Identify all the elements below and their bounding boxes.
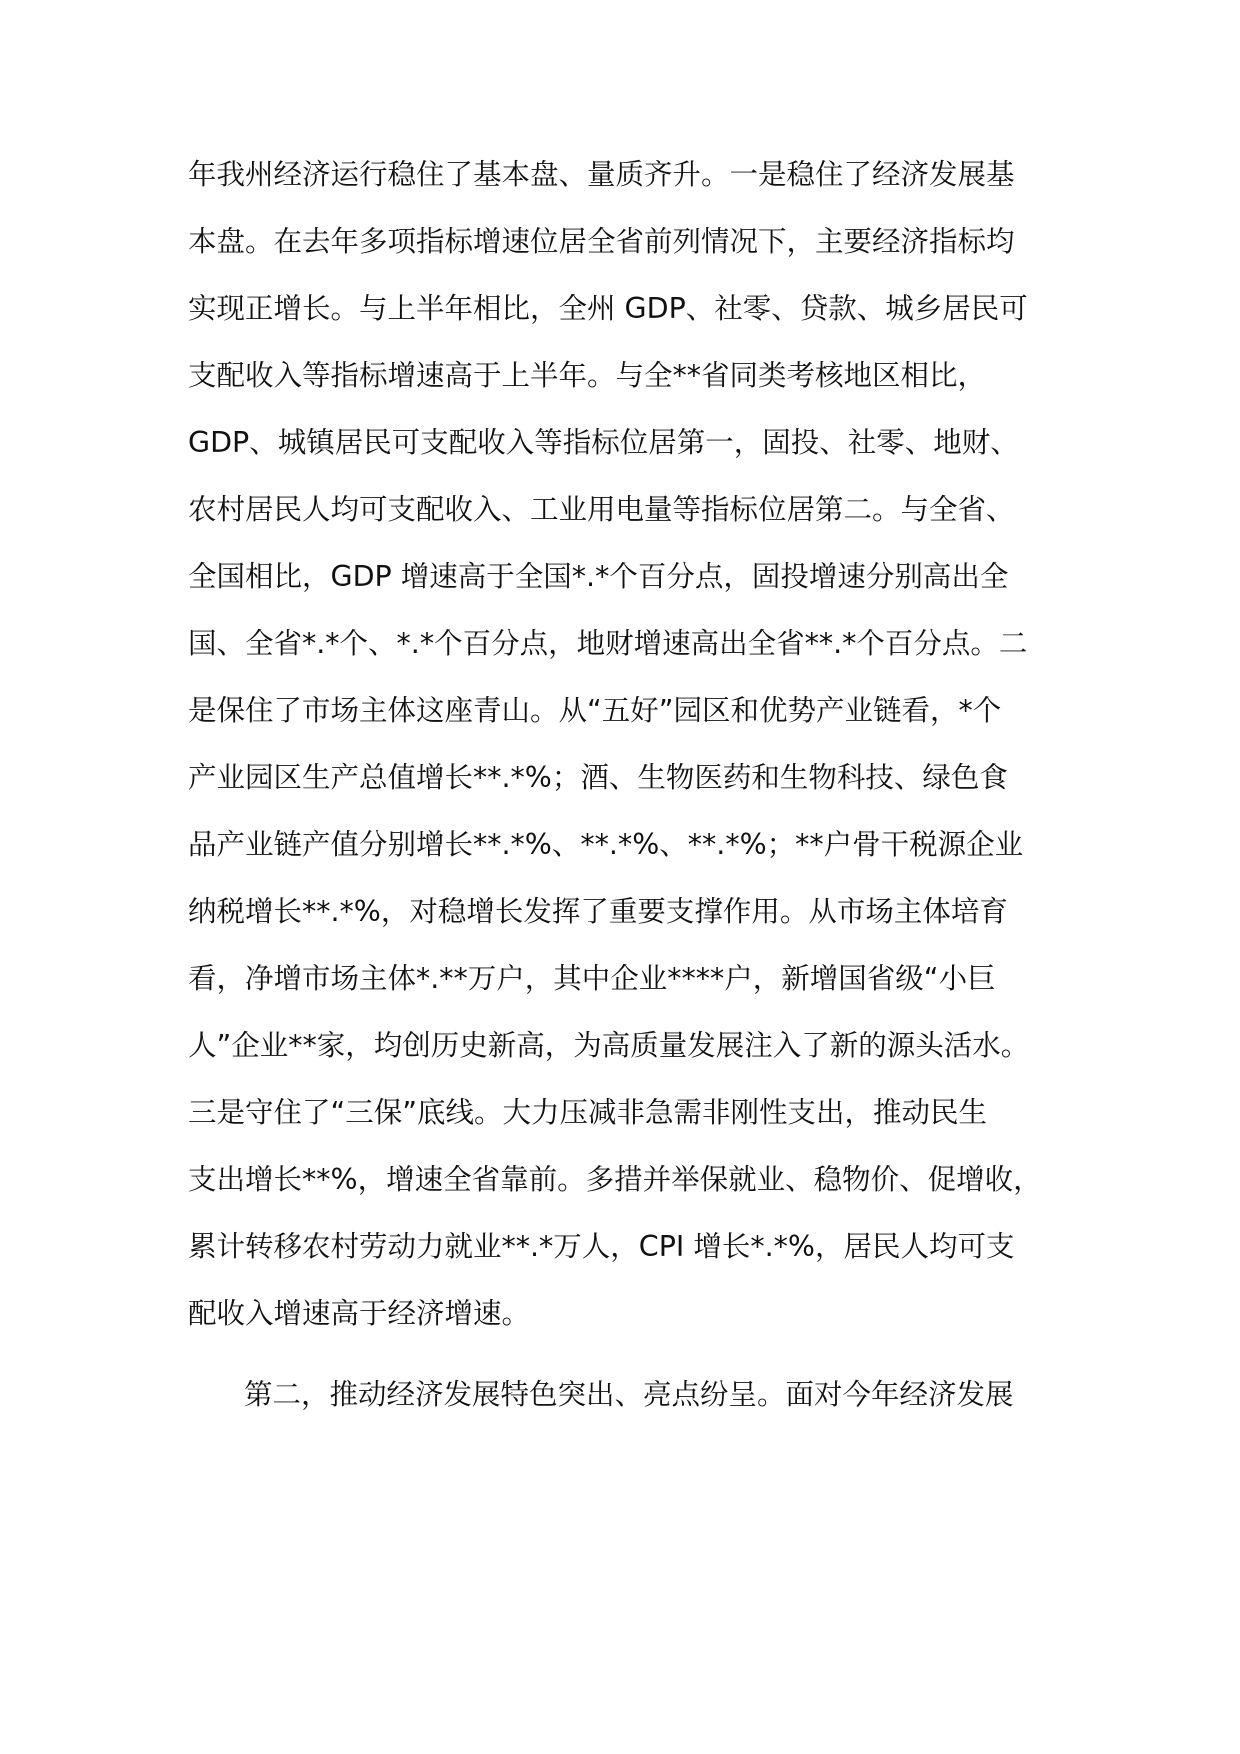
text-line: 年我州经济运行稳住了基本盘、量质齐升。一是稳住了经济发展基 xyxy=(188,158,1015,191)
text-line: 纳税增长**.*%，对稳增长发挥了重要支撑作用。从市场主体培育 xyxy=(188,895,1008,928)
text-line: 农村居民人均可支配收入、工业用电量等指标位居第二。与全省、 xyxy=(188,493,1015,526)
text-line: 配收入增速高于经济增速。 xyxy=(188,1297,531,1330)
text-line: 累计转移农村劳动力就业**.*万人，CPI 增长*.*%，居民人均可支 xyxy=(188,1230,1015,1263)
text-line: 产业园区生产总值增长**.*%；酒、生物医药和生物科技、绿色食 xyxy=(188,761,1008,794)
text-line: 全国相比，GDP 增速高于全国*.*个百分点，固投增速分别高出全 xyxy=(188,560,1009,593)
text-line: 国、全省*.*个、*.*个百分点，地财增速高出全省**.*个百分点。二 xyxy=(188,627,1028,660)
text-line: 人”企业**家，均创历史新高，为高质量发展注入了新的源头活水。 xyxy=(188,1029,1030,1062)
text-line: 看，净增市场主体*.**万户，其中企业****户，新增国省级“小巨 xyxy=(188,962,996,995)
text-line: 三是守住了“三保”底线。大力压减非急需非刚性支出，推动民生 xyxy=(188,1096,988,1129)
text-line: 实现正增长。与上半年相比，全州 GDP、社零、贷款、城乡居民可 xyxy=(188,292,1028,325)
text-line: 支配收入等指标增速高于上半年。与全**省同类考核地区相比， xyxy=(188,359,987,392)
text-line: 本盘。在去年多项指标增速位居全省前列情况下，主要经济指标均 xyxy=(188,225,1015,258)
text-line: 品产业链产值分别增长**.*%、**.*%、**.*%；**户骨干税源企业 xyxy=(188,828,1024,861)
text-line: 是保住了市场主体这座青山。从“五好”园区和优势产业链看，*个 xyxy=(188,694,1002,727)
text-line: GDP、城镇居民可支配收入等指标位居第一，固投、社零、地财、 xyxy=(188,426,1019,459)
text-line: 支出增长**%，增速全省靠前。多措并举保就业、稳物价、促增收， xyxy=(188,1163,1042,1196)
text-line: 第二，推动经济发展特色突出、亮点纷呈。面对今年经济发展 xyxy=(244,1378,1014,1411)
